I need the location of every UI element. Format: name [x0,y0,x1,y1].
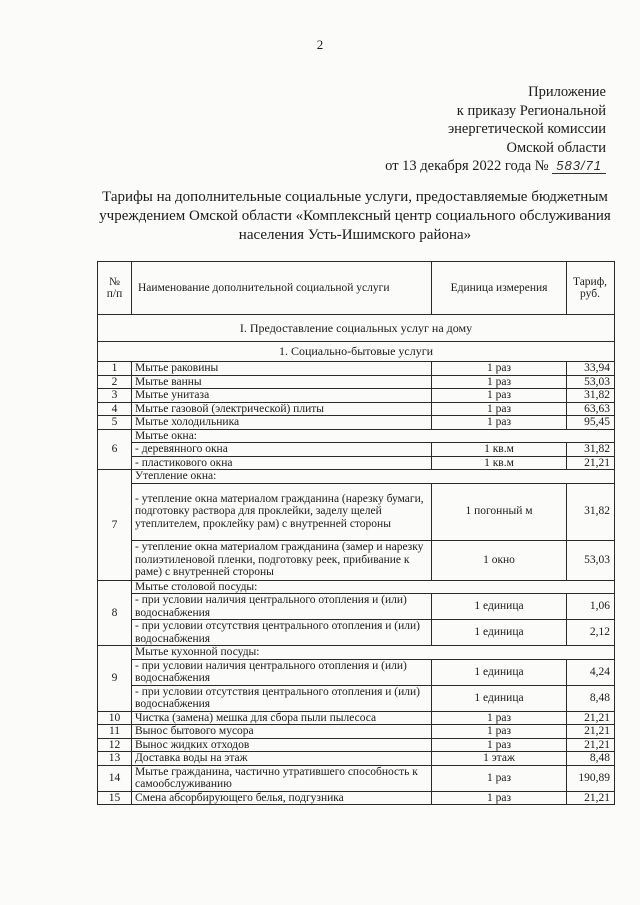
row-unit: 1 этаж [432,752,567,766]
row-price: 31,82 [567,443,615,457]
appendix-date-line [385,157,606,176]
row-name: - утепление окна материалом гражданина (замер и нарезку полиэтиленовой пленки, подготовку реек, прибивание к раме) с внутренней стороны [132,540,432,580]
row-unit: 1 раз [432,738,567,752]
table-row [98,362,615,376]
row-name: Смена абсорбирующего белья, подгузника [132,791,432,805]
row-name: - деревянного окна [132,443,432,457]
table-row [98,791,615,805]
row-no: 2 [98,375,132,389]
row-name: - при условии наличия центрального отопления и (или) водоснабжения [132,594,432,620]
table-row [98,389,615,403]
row-unit: 1 раз [432,416,567,430]
row-name: Вынос бытового мусора [132,725,432,739]
subsection-title: 1. Социально-бытовые услуги [98,342,615,362]
row-price: 63,63 [567,402,615,416]
row-price: 1,06 [567,594,615,620]
order-number: 583/71 [552,158,606,174]
document-title: Тарифы на дополнительные социальные услуги, предоставляемые бюджетным учреждением Омской области «Комплексный центр социального обслуживания населения Усть-Ишимского района» [99,189,611,243]
row-no: 15 [98,791,132,805]
table-row [98,443,615,457]
row-price: 21,21 [567,711,615,725]
section-title: I. Предоставление социальных услуг на дому [98,315,615,342]
row-price: 21,21 [567,738,615,752]
row-unit: 1 единица [432,594,567,620]
row-name: Чистка (замена) мешка для сбора пыли пылесоса [132,711,432,725]
group-title-row [98,580,615,594]
row-no: 5 [98,416,132,430]
row-price: 4,24 [567,659,615,685]
row-no: 3 [98,389,132,403]
row-unit: 1 кв.м [432,443,567,457]
page-number: 2 [316,37,324,52]
row-name: Мытье унитаза [132,389,432,403]
row-no: 10 [98,711,132,725]
appendix-line: Приложение [528,84,606,100]
appendix-line: Омской области [506,139,606,156]
row-unit: 1 единица [432,620,567,646]
row-price: 31,82 [567,389,615,403]
row-name: - при условии отсутствия центрального отопления и (или) водоснабжения [132,685,432,711]
table-row [98,402,615,416]
row-no: 6 [98,429,132,470]
row-name: - при условии наличия центрального отопления и (или) водоснабжения [132,659,432,685]
row-name: Мытье газовой (электрической) плиты [132,402,432,416]
row-no: 1 [98,362,132,376]
tariff-table [97,261,615,805]
table-row [98,725,615,739]
row-name: Вынос жидких отходов [132,738,432,752]
row-price: 8,48 [567,752,615,766]
row-name: Доставка воды на этаж [132,752,432,766]
row-unit: 1 раз [432,711,567,725]
table-row [98,375,615,389]
row-no: 9 [98,646,132,712]
appendix-block [385,83,606,176]
row-unit: 1 раз [432,765,567,791]
table-row [98,752,615,766]
row-no: 4 [98,402,132,416]
group-title: Утепление окна: [132,470,615,484]
table-row [98,685,615,711]
table-row [98,765,615,791]
row-unit: 1 раз [432,402,567,416]
group-title-row [98,646,615,660]
row-price: 33,94 [567,362,615,376]
header-name: Наименование дополнительной социальной услуги [132,262,432,315]
row-price: 53,03 [567,375,615,389]
row-price: 21,21 [567,791,615,805]
group-title-row [98,429,615,443]
row-unit: 1 раз [432,362,567,376]
row-unit: 1 раз [432,375,567,389]
table-row [98,620,615,646]
header-unit: Единица измерения [432,262,567,315]
row-price: 95,45 [567,416,615,430]
table-row [98,483,615,540]
header-no: № п/п [98,262,132,315]
table-row [98,540,615,580]
row-unit: 1 единица [432,685,567,711]
row-unit: 1 раз [432,389,567,403]
table-row [98,711,615,725]
row-price: 2,12 [567,620,615,646]
subsection-row [98,342,615,362]
row-name: Мытье раковины [132,362,432,376]
table-header-row [98,262,615,315]
section-row [98,315,615,342]
row-no: 7 [98,470,132,581]
row-no: 8 [98,580,132,646]
table-row [98,416,615,430]
group-title: Мытье кухонной посуды: [132,646,615,660]
row-price: 21,21 [567,725,615,739]
row-unit: 1 единица [432,659,567,685]
table-row [98,594,615,620]
row-name: Мытье холодильника [132,416,432,430]
row-name: - при условии отсутствия центрального отопления и (или) водоснабжения [132,620,432,646]
row-price: 8,48 [567,685,615,711]
group-title-row [98,470,615,484]
row-no: 11 [98,725,132,739]
table-row [98,659,615,685]
appendix-line: к приказу Региональной [456,102,606,119]
row-no: 12 [98,738,132,752]
row-name: Мытье ванны [132,375,432,389]
row-unit: 1 окно [432,540,567,580]
row-no: 13 [98,752,132,766]
row-unit: 1 кв.м [432,456,567,470]
row-price: 53,03 [567,540,615,580]
row-unit: 1 раз [432,791,567,805]
row-no: 14 [98,765,132,791]
row-name: - пластикового окна [132,456,432,470]
group-title: Мытье столовой посуды: [132,580,615,594]
appendix-line: энергетической комиссии [447,121,606,137]
row-name: Мытье гражданина, частично утратившего способность к самообслуживанию [132,765,432,791]
row-price: 31,82 [567,483,615,540]
table-row [98,456,615,470]
row-price: 21,21 [567,456,615,470]
appendix-date: от 13 декабря 2022 года № [385,158,549,174]
row-name: - утепление окна материалом гражданина (нарезку бумаги, подготовку раствора для проклейки, заделу щелей утеплителем, проклейку рам) с внутренней стороны [132,483,432,540]
row-unit: 1 погонный м [432,483,567,540]
header-price: Тариф, руб. [567,262,615,315]
row-price: 190,89 [567,765,615,791]
row-unit: 1 раз [432,725,567,739]
table-row [98,738,615,752]
group-title: Мытье окна: [132,429,615,443]
